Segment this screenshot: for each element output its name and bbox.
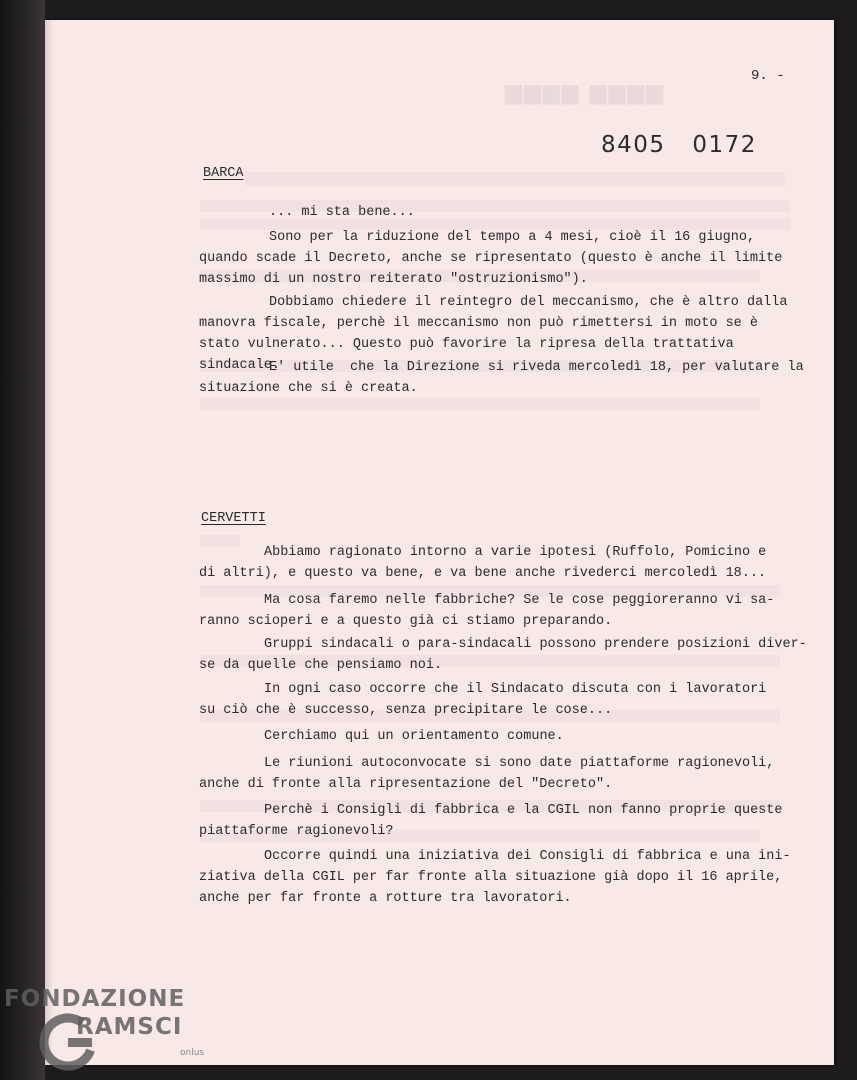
- paragraph: Le riunioni autoconvocate si sono date piattaforme ragionevoli, anche di fronte alla ripresentazione del "Decreto".: [199, 756, 775, 792]
- watermark-line1: FONDAZIONE: [4, 986, 186, 1012]
- document-number: 8405 0172: [601, 132, 757, 158]
- paragraph: E' utile che la Direzione si riveda mercoledì 18, per valutare la situazione che si è creata.: [199, 360, 804, 396]
- paragraph: Occorre quindi una iniziativa dei Consigli di fabbrica e una ini- ziativa della CGIL per far fronte alla situazione già dopo il 16 aprile, anche per far fronte a rotture tra lavoratori.: [199, 849, 791, 906]
- fondazione-gramsci-watermark: [4, 986, 219, 1080]
- paragraph: Cerchiamo qui un orientamento comune.: [264, 729, 564, 744]
- paragraph: Perchè i Consigli di fabbrica e la CGIL non fanno proprie queste piattaforme ragionevoli?: [199, 803, 783, 839]
- speaker-heading: BARCA: [203, 166, 244, 181]
- show-through-number: ▆▆▆▆ ▆▆▆▆: [505, 80, 666, 105]
- watermark-line2: RAMSCI: [76, 1014, 183, 1040]
- speaker-heading: CERVETTI: [201, 511, 266, 526]
- paragraph: Abbiamo ragionato intorno a varie ipotesi (Ruffolo, Pomicino e di altri), e questo va bene, e va bene anche rivederci mercoledì 18...: [199, 545, 767, 581]
- paragraph: ... mi sta bene...: [269, 205, 415, 220]
- paragraph: Ma cosa faremo nelle fabbriche? Se le cose peggioreranno vi sa- ranno scioperi e a questo già ci stiamo preparando.: [199, 593, 775, 629]
- paragraph: Sono per la riduzione del tempo a 4 mesi, cioè il 16 giugno, quando scade il Decreto, anche se ripresentato (questo è anche il limite massimo di un nostro reiterato "ostruzionismo").: [199, 230, 783, 287]
- paragraph: Gruppi sindacali o para-sindacali possono prendere posizioni diver- se da quelle che pensiamo noi.: [199, 637, 807, 673]
- page-number: 9. -: [751, 68, 785, 84]
- paragraph: In ogni caso occorre che il Sindacato discuta con i lavoratori su ciò che è successo, senza precipitare le cose...: [199, 682, 767, 718]
- watermark-sub: onlus: [180, 1048, 205, 1058]
- show-through-text: [245, 172, 785, 186]
- paragraph: Dobbiamo chiedere il reintegro del meccanismo, che è altro dalla manovra fiscale, perchè il meccanismo non può rimettersi in moto se è stato vulnerato... Questo può favorire la ripresa della trattativa sindacale.: [199, 295, 788, 373]
- page-fold-shadow: [45, 20, 53, 1065]
- show-through-text: [200, 398, 760, 410]
- document-page: [45, 20, 834, 1065]
- book-binding: [0, 0, 45, 1080]
